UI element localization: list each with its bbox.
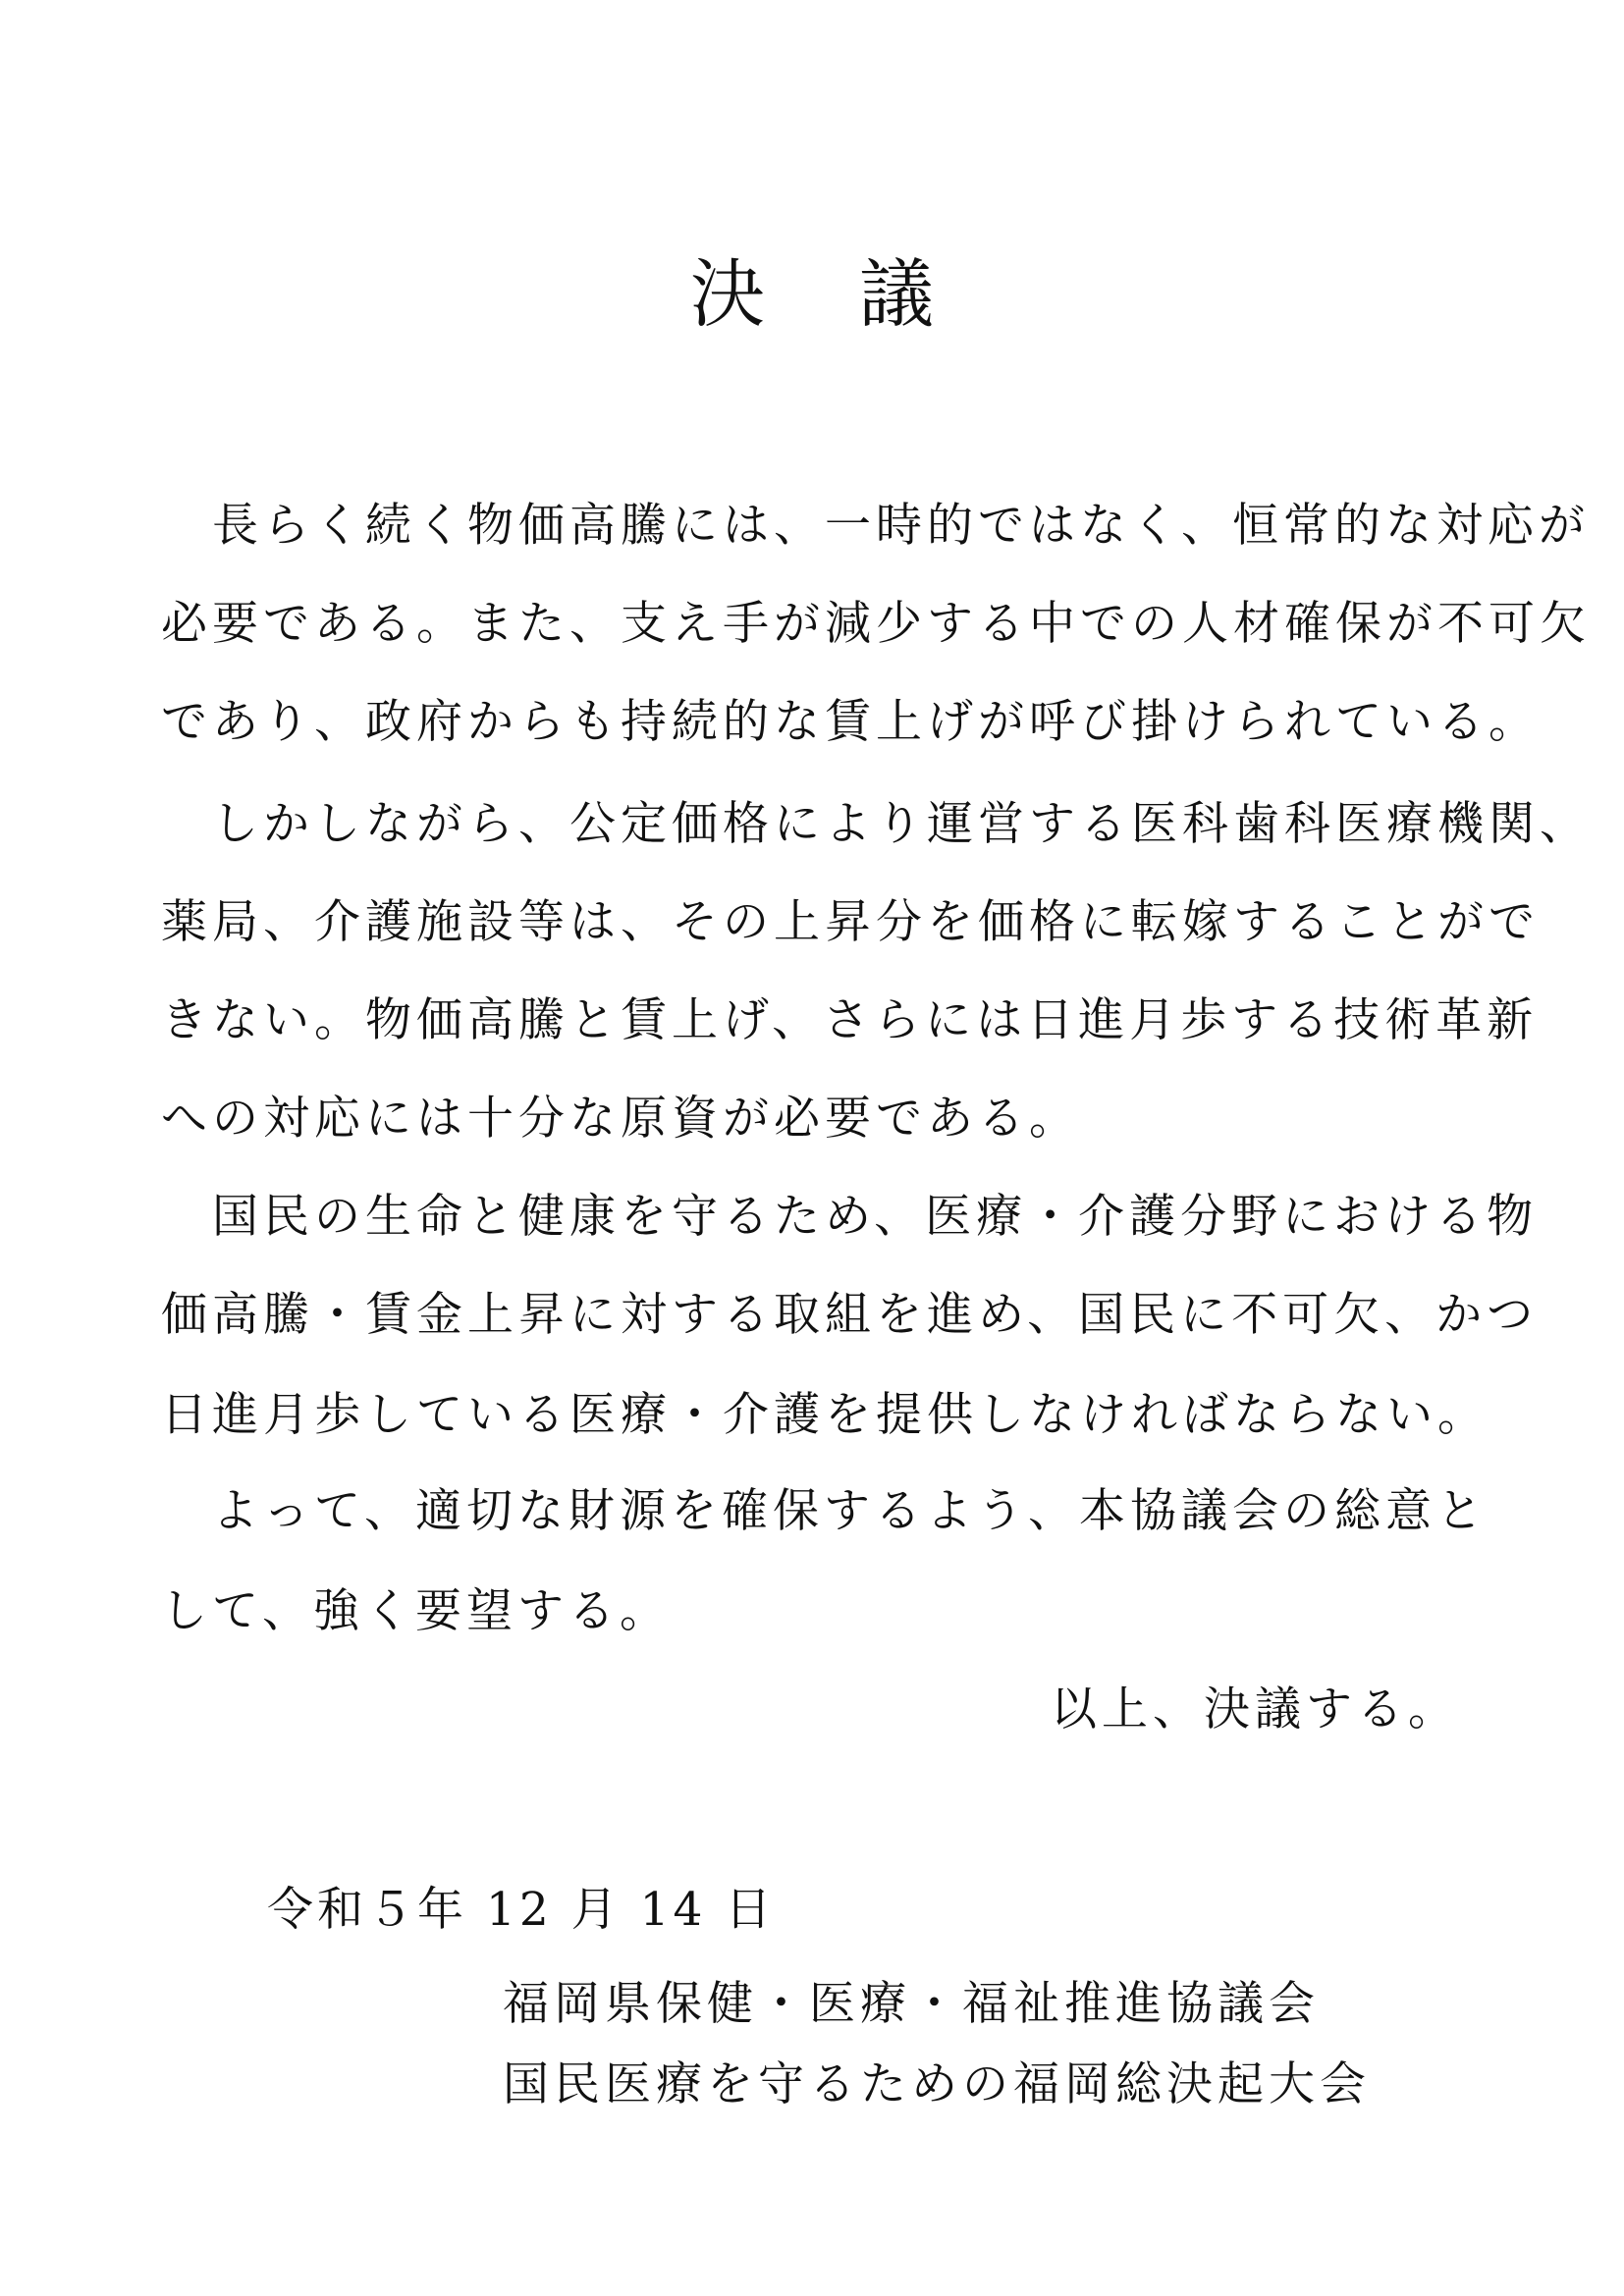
title-char-2: 議 [859,250,934,338]
body-line: 価高騰・賃金上昇に対する取組を進め、国民に不可欠、かつ [161,1288,1539,1342]
body-line: して、強く要望する。 [161,1584,672,1638]
organization-name: 福岡県保健・医療・福祉推進協議会 [503,1977,1320,2031]
body-line: よって、適切な財源を確保するよう、本協議会の総意と [161,1484,1489,1538]
body-line: への対応には十分な原資が必要である。 [161,1092,1080,1146]
body-line: きない。物価高騰と賃上げ、さらには日進月歩する技術革新 [161,993,1539,1047]
resolution-date: 令和５年 12 月 14 日 [267,1883,776,1937]
body-line: であり、政府からも持続的な賃上げが呼び掛けられている。 [161,695,1540,749]
body-line: 長らく続く物価高騰には、一時的ではなく、恒常的な対応が [161,499,1591,553]
body-line: 必要である。また、支え手が減少する中での人材確保が不可欠 [161,597,1591,651]
body-line: 薬局、介護施設等は、その上昇分を価格に転嫁することがで [161,895,1540,949]
closing-statement: 以上、決議する。 [1051,1682,1459,1736]
document-title [0,245,1624,344]
body-line: 日進月歩している医療・介護を提供しなければならない。 [161,1388,1489,1442]
title-char-1: 決 [690,250,765,338]
body-line: しかしながら、公定価格により運営する医科歯科医療機関、 [161,797,1591,851]
organization-name: 国民医療を守るための福岡総決起大会 [503,2057,1371,2111]
body-line: 国民の生命と健康を守るため、医療・介護分野における物 [161,1190,1539,1244]
